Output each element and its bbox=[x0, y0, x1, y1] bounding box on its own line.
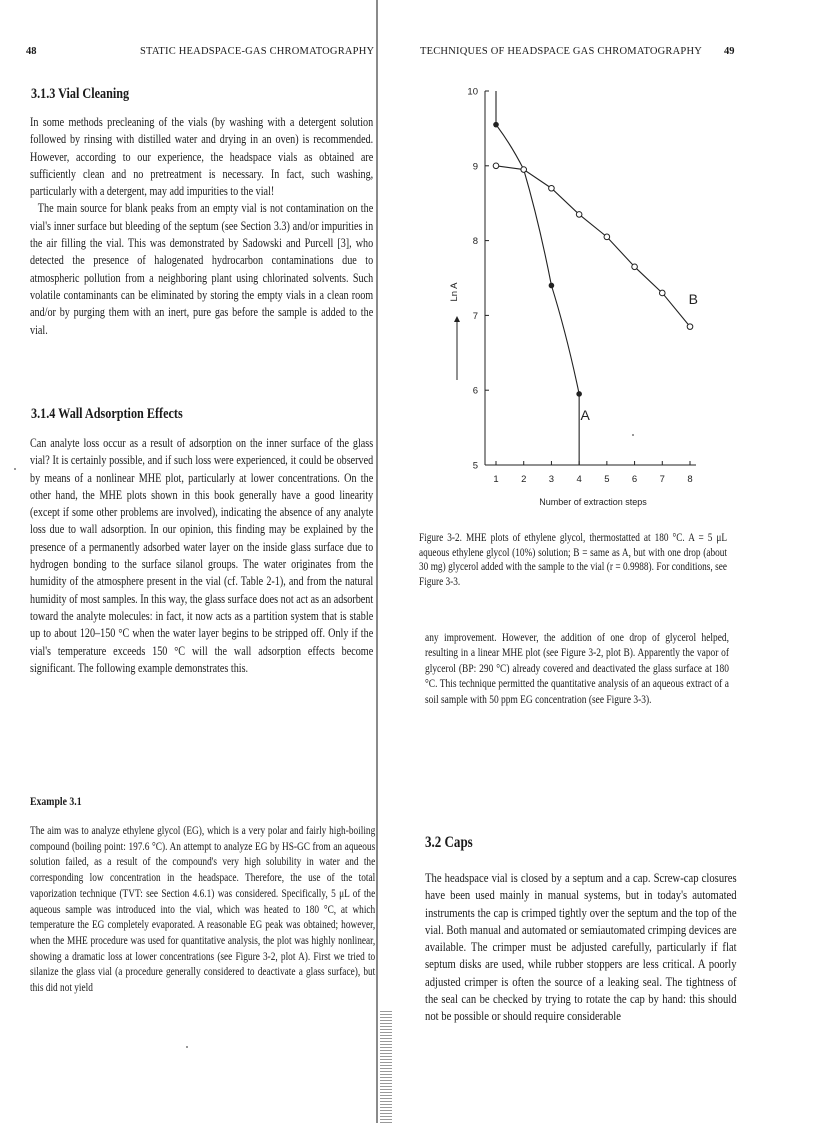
x-tick-label: 7 bbox=[659, 474, 665, 485]
paragraph: The headspace vial is closed by a septum and a cap. Screw-cap closures have been used mainly in manual systems, but in today's automated instruments the cap is crimped tightly over the septum and the top of the vial. Both manual and automated or semiautomated crimping devices are available. The crimper must be adjusted carefully, particularly if flat septum disks are used, while rubber stoppers are less critical. A poorly adjusted crimper is often the source of a leaking seal. The tightness of the seal can be checked by trying to rotate the cap by hand: this should not be possible or should require considerable bbox=[425, 870, 737, 1024]
left-running-head: STATIC HEADSPACE-GAS CHROMATOGRAPHY bbox=[140, 46, 375, 57]
data-point-B bbox=[576, 212, 582, 218]
x-axis-label: Number of extraction steps bbox=[539, 497, 647, 507]
speck bbox=[186, 1046, 188, 1048]
speck bbox=[14, 468, 16, 470]
series-label-A: A bbox=[580, 407, 590, 424]
series-line-B bbox=[496, 166, 690, 327]
section-3-1-3-heading bbox=[31, 86, 148, 103]
x-tick-label: 6 bbox=[631, 474, 638, 485]
page-gutter bbox=[376, 0, 378, 1123]
data-point-A bbox=[549, 283, 555, 289]
data-point-A bbox=[576, 391, 582, 397]
figure-caption: Figure 3-2. MHE plots of ethylene glycol, thermostatted at 180 °C. A = 5 μL aqueous ethylene glycol (10%) solution; B = same as A, but with one drop (about 30 mg) glycerol added with the sample to the vial (r = 0.9988). For conditions, see Figure 3-3. bbox=[419, 531, 727, 588]
left-page-number: 48 bbox=[26, 46, 37, 57]
section-3-1-3-body bbox=[30, 113, 470, 338]
data-point-A bbox=[493, 122, 499, 128]
x-tick-label: 4 bbox=[576, 474, 582, 485]
section-3-2-body bbox=[425, 869, 805, 1025]
data-point-B bbox=[549, 185, 555, 191]
section-3-2-heading bbox=[425, 834, 482, 852]
section-3-1-4-body bbox=[30, 434, 470, 676]
x-tick-label: 3 bbox=[548, 474, 555, 485]
y-tick-label: 10 bbox=[467, 86, 478, 98]
continuation-block bbox=[425, 630, 805, 707]
data-point-B bbox=[521, 167, 527, 173]
series-line-A bbox=[496, 91, 579, 465]
binding-shadow bbox=[380, 1010, 392, 1123]
paragraph: Can analyte loss occur as a result of adsorption on the inner surface of the glass vial? It is certainly possible, and if such loss were experienced, it could be observed by means of a nonlinear MHE plot, particularly at lower concentrations. On the other hand, the MHE plots shown in this book generally have a good linearity (except if some other problems are involved), indicating the absence of any analyte loss due to wall adsorption. In our opinion, this finding may be explained by the presence of a permanently adsorbed water layer on the inside glass surface due to hydrogen bonding to the surface silanol groups. The water originates from the humidity of the atmosphere present in the vial (cf. Table 2-1), and from the natural humidity of most samples. In this way, the glass surface does not act as an adsorbent toward the analyte molecules: in fact, it now acts as a partition system that is stable up to about 120–150 °C when the water layer begins to be stripped off. Only if the vial's temperature exceeds 150 °C will the wall adsorption effects become significant. The following example demonstrates this. bbox=[30, 435, 374, 675]
x-tick-label: 8 bbox=[687, 474, 693, 485]
data-point-B bbox=[659, 290, 665, 296]
y-tick-label: 8 bbox=[472, 236, 478, 248]
y-tick-label: 7 bbox=[472, 310, 478, 322]
section-3-1-4-title: 3.1.4 Wall Adsorption Effects bbox=[31, 406, 183, 422]
x-tick-label: 5 bbox=[604, 474, 610, 485]
example-3-1-body bbox=[30, 823, 467, 996]
x-tick-label: 2 bbox=[521, 474, 527, 485]
figure-3-2-caption-block bbox=[419, 531, 804, 589]
y-tick-label: 6 bbox=[472, 385, 478, 397]
figure-3-2-chart bbox=[430, 80, 730, 520]
right-page-number: 49 bbox=[724, 46, 735, 57]
series-label-B: B bbox=[688, 291, 698, 308]
data-point-B bbox=[632, 264, 638, 270]
paragraph: The aim was to analyze ethylene glycol (EG), which is a very polar and fairly high-boiling compound (boiling point: 197.6 °C). An attempt to analyze EG by HS-GC from an aqueous solution failed, as a result of the compound's very high solubility in water and the corresponding low concentration in the headspace. Therefore, the use of the total vaporization technique (TVT: see Section 4.6.1) was considered. Specifically, 5 μL of the aqueous sample was introduced into the vial, which was heated to 180 °C, at which temperature the EG completely evaporated. A reasonable EG peak was obtained; however, when the MHE procedure was used for quantitative analysis, the plot was highly nonlinear, showing a dramatic loss at lower concentrations (see Figure 3-2, plot A). First we tried to silanize the glass vial (a procedure generally considered to deactivate a glass surface), but this did not yield bbox=[30, 823, 376, 995]
paragraph: The main source for blank peaks from an empty vial is not contamination on the vial's inner surface but bleeding of the septum (see Section 3.3) and/or impurities in the air filling the vial. This was demonstrated by Sadowski and Purcell [3], who detected the presence of halogenated hydrocarbon contaminations due to atmospheric pollution from a neighboring plant using chlorinated solvents. Such volatile contaminants can be eliminated by storing the empty vials in a clean room and/or by purging them with an inert, pure gas before the sample is added to the vial. bbox=[30, 200, 374, 337]
section-3-2-title: 3.2 Caps bbox=[425, 834, 473, 851]
x-tick-label: 1 bbox=[493, 474, 499, 485]
section-3-1-3-title: 3.1.3 Vial Cleaning bbox=[31, 86, 130, 102]
data-point-B bbox=[687, 324, 693, 330]
y-axis-label: Ln A bbox=[449, 282, 460, 302]
data-point-B bbox=[493, 163, 499, 169]
data-point-B bbox=[604, 234, 610, 240]
y-tick-label: 5 bbox=[472, 460, 478, 472]
right-running-head: TECHNIQUES OF HEADSPACE GAS CHROMATOGRAPHY bbox=[420, 46, 703, 57]
y-tick-label: 9 bbox=[472, 161, 478, 173]
paragraph: any improvement. However, the addition of one drop of glycerol helped, resulting in a linear MHE plot (see Figure 3-2, plot B). Apparently the vapor of glycerol (BP: 290 °C) already covered and deactivated the glass surface at 180 °C. This technique permitted the quantitative analysis of an aqueous extract of a soil sample with 50 ppm EG concentration (see Figure 3-3). bbox=[425, 630, 729, 706]
example-heading: Example 3.1 bbox=[30, 796, 82, 808]
paragraph: In some methods precleaning of the vials (by washing with a detergent solution followed by rinsing with distilled water and drying in an oven) is recommended. However, according to our experience, the headspace vials as obtained are sufficiently clean and no pretreatment is necessary. In fact, such washing, particularly with a detergent, may add impurities to the vial! bbox=[30, 114, 374, 199]
y-axis-arrow-head bbox=[454, 316, 460, 322]
section-3-1-4-heading bbox=[31, 406, 212, 423]
